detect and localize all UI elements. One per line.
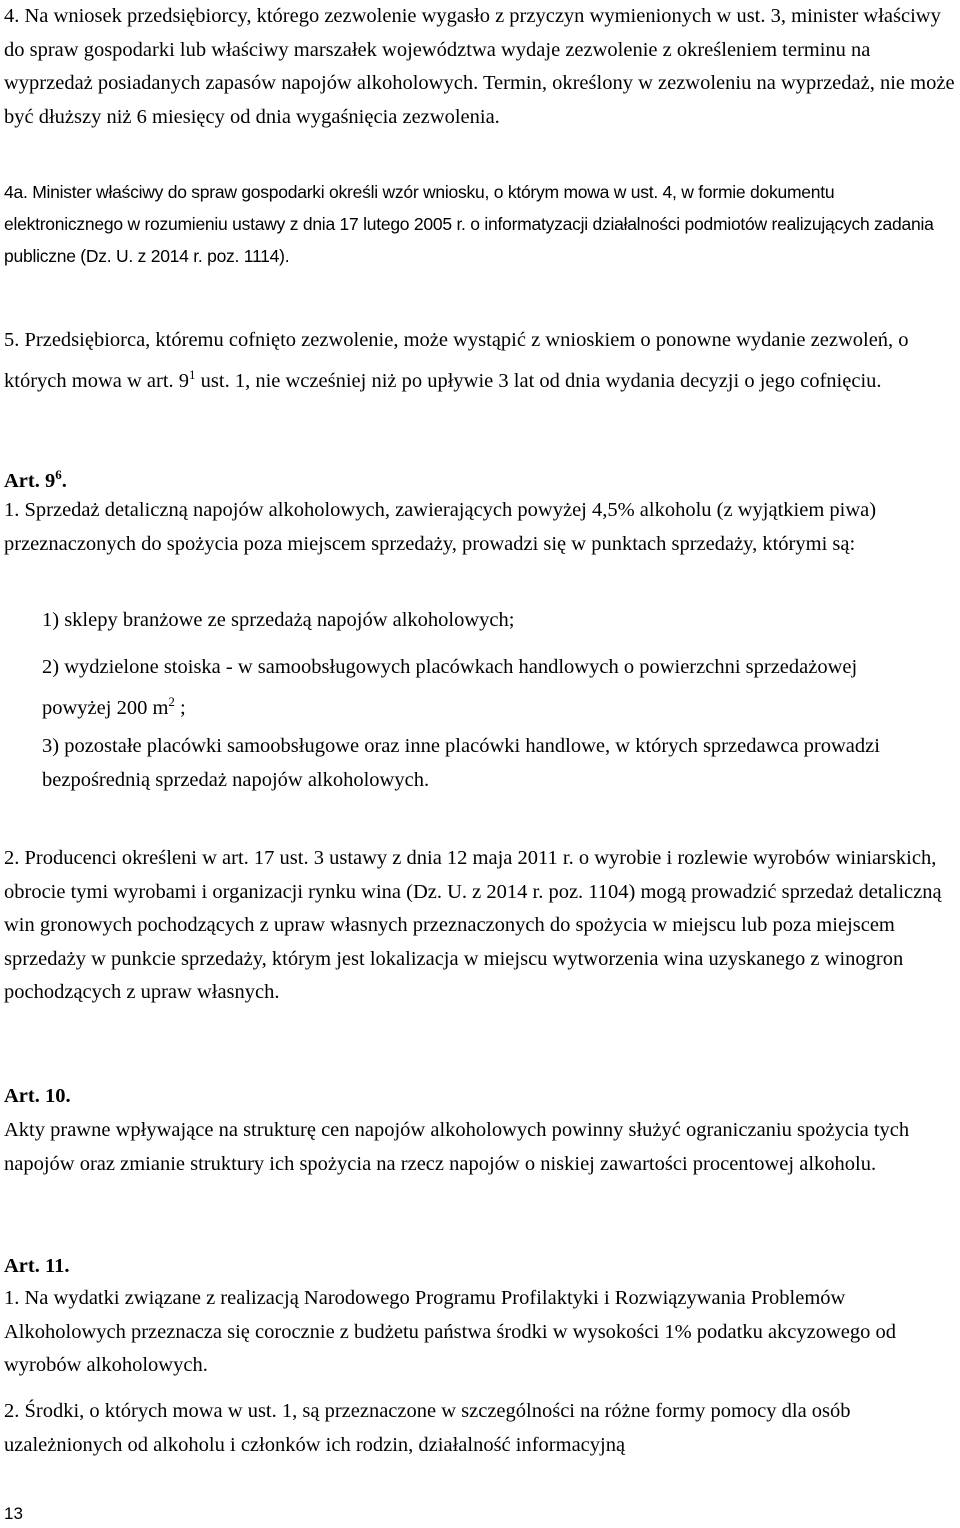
art96-dot: . bbox=[61, 469, 67, 492]
list-item-1: 1) sklepy branżowe ze sprzedażą napojów alkoholowych; bbox=[42, 609, 515, 631]
art96-base: Art. 9 bbox=[4, 469, 56, 492]
paragraph-art11-ust2: 2. Środki, o których mowa w ust. 1, są przeznaczone w szczególności na różne formy pomocy dla osób uzależnionych od alkoholu i członków ich rodzin, działalność informacyjną bbox=[4, 1400, 851, 1456]
paragraph-ust4: 4. Na wniosek przedsiębiorcy, którego zezwolenie wygasło z przyczyn wymienionych w ust. 3, minister właściwy do spraw gospodarki lub właściwy marszałek województwa wydaje zezwolenie z określeniem terminu na wyprzedaż posiadanych zapasów napojów alkoholowych. Termin, określony w zezwoleniu na wyprzedaż, nie może być dłuższy niż 6 miesięcy od dnia wygaśnięcia zezwolenia. bbox=[4, 5, 955, 128]
item2-superscript: 2 bbox=[168, 693, 175, 709]
page-number: 13 bbox=[4, 1504, 23, 1523]
paragraph-art96-ust2: 2. Producenci określeni w art. 17 ust. 3 ustawy z dnia 12 maja 2011 r. o wyrobie i rozlewie wyrobów winiarskich, obrocie tymi wyrobami i organizacji rynku wina (Dz. U. z 2014 r. poz. 1104) mogą prowadzić sprzedaż detaliczną win gronowych pochodzących z upraw własnych przeznaczonych do spożycia w miejscu lub poza miejscem sprzedaży w punkcie sprzedaży, którym jest lokalizacja w miejscu wytworzenia wina uzyskanego z winogron pochodzących z upraw własnych. bbox=[4, 847, 942, 1003]
paragraph-art96-ust1: 1. Sprzedaż detaliczną napojów alkoholowych, zawierających powyżej 4,5% alkoholu (z wyjątkiem piwa) przeznaczonych do spożycia poza miejscem sprzedaży, prowadzi się w punktach sprzedaży, którymi są: bbox=[4, 499, 877, 555]
ust5-text-start: 5. Przedsiębiorca, któremu cofnięto zezwolenie, może wystąpić z wnioskiem o ponowne wydanie zezwoleń, o których mowa w art. 9 bbox=[4, 329, 909, 392]
article-heading-9-6 bbox=[4, 458, 304, 498]
paragraph-ust4a: 4a. Minister właściwy do spraw gospodarki określi wzór wniosku, o którym mowa w ust. 4, w formie dokumentu elektronicznego w rozumieniu ustawy z dnia 17 lutego 2005 r. o informatyzacji działalności podmiotów realizujących zadania publiczne (Dz. U. z 2014 r. poz. 1114). bbox=[4, 182, 934, 266]
list-item-3: 3) pozostałe placówki samoobsługowe oraz inne placówki handlowe, w których sprzedawca prowadzi bezpośrednią sprzedaż napojów alkoholowych. bbox=[42, 735, 880, 791]
paragraph-ust5 bbox=[4, 324, 944, 398]
art96-superscript: 6 bbox=[55, 467, 62, 482]
item2-text: 2) wydzielone stoiska - w samoobsługowych placówkach handlowych o powierzchni sprzedażowej powyżej 200 m bbox=[42, 656, 858, 719]
article-heading-10: Art. 10. bbox=[4, 1085, 71, 1107]
paragraph-art10: Akty prawne wpływające na strukturę cen napojów alkoholowych powinny służyć ograniczaniu spożycia tych napojów oraz zmianie struktury ich spożycia na rzecz napojów o niskiej zawartości procentowej alkoholu. bbox=[4, 1119, 910, 1175]
paragraph-art11-ust1: 1. Na wydatki związane z realizacją Narodowego Programu Profilaktyki i Rozwiązywania Problemów Alkoholowych przeznacza się corocznie z budżetu państwa środki w wysokości 1% podatku akcyzowego od wyrobów alkoholowych. bbox=[4, 1287, 897, 1376]
list-item-2 bbox=[4, 651, 902, 725]
article-heading-11: Art. 11. bbox=[4, 1255, 70, 1277]
ust5-text-end: ust. 1, nie wcześniej niż po upływie 3 lat od dnia wydania decyzji o jego cofnięciu. bbox=[195, 369, 882, 392]
ust5-superscript: 1 bbox=[189, 366, 196, 382]
item2-text-end: ; bbox=[174, 696, 186, 719]
